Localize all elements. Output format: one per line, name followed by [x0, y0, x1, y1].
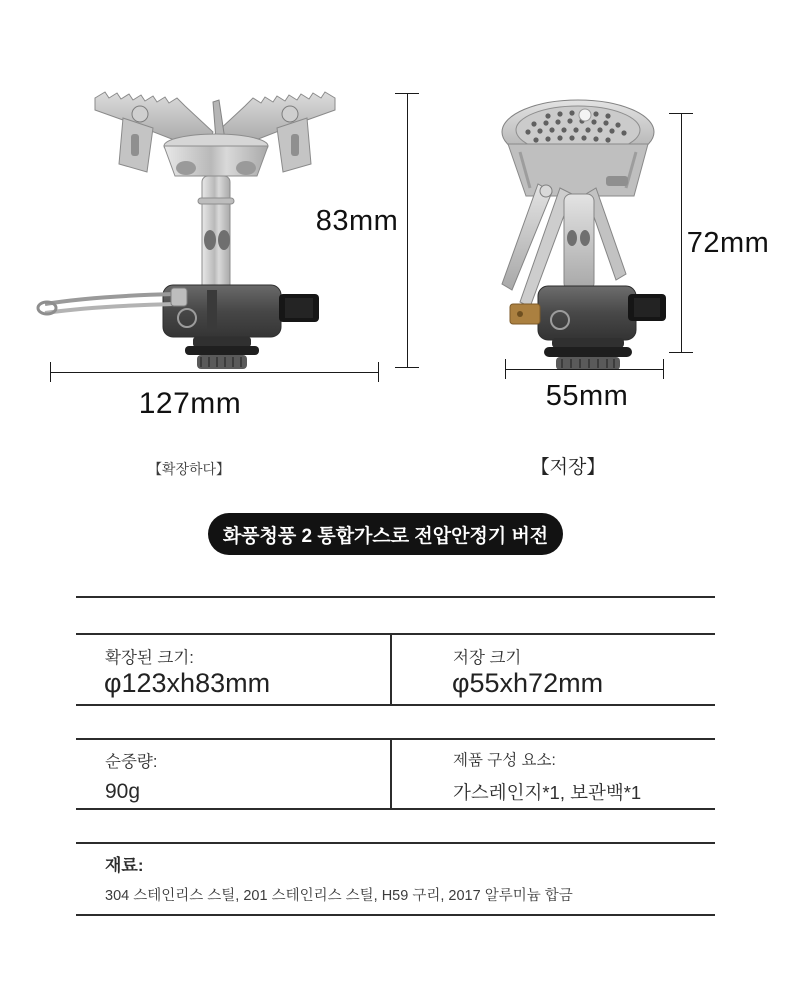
stored-width-dim-cap-right — [663, 359, 664, 379]
expanded-width-dim-line — [50, 372, 378, 373]
stored-width-dim-line — [505, 369, 663, 370]
expanded-size-label: 확장된 크기: — [105, 649, 194, 667]
stored-height-dim-cap-bottom — [669, 352, 693, 353]
expanded-height-dim-line — [407, 93, 408, 367]
table-rule-row2-top — [76, 738, 715, 740]
stored-size-value: φ55xh72mm — [452, 668, 604, 698]
table-rule-row1-top — [76, 633, 715, 635]
stored-stove-image — [468, 88, 688, 376]
expanded-width-dim-cap-right — [378, 362, 379, 382]
components-label: 제품 구성 요소: — [453, 752, 556, 769]
table-rule-row2-bottom — [76, 808, 715, 810]
materials-value: 304 스테인리스 스틸, 201 스테인리스 스틸, H59 구리, 2017 알루미늄 합금 — [105, 888, 573, 904]
table-divider-row2 — [390, 738, 392, 808]
title-badge — [208, 513, 563, 555]
stored-size-label: 저장 크기 — [453, 649, 522, 667]
table-rule-top — [76, 596, 715, 598]
expanded-caption: 【확장하다】 — [147, 461, 231, 477]
stored-width-dim-cap-left — [505, 359, 506, 379]
stored-width-label: 55mm — [545, 380, 629, 412]
table-divider-row1 — [390, 633, 392, 704]
stored-caption: 【저장】 — [530, 457, 606, 478]
net-weight-value: 90g — [105, 780, 141, 803]
expanded-size-value: φ123xh83mm — [104, 668, 271, 698]
net-weight-label: 순중량: — [105, 753, 158, 771]
table-rule-row1-bottom — [76, 704, 715, 706]
components-value: 가스레인지*1, 보관백*1 — [453, 782, 642, 803]
expanded-width-label: 127mm — [138, 387, 242, 420]
expanded-height-label: 83mm — [315, 205, 399, 237]
expanded-width-dim-cap-left — [50, 362, 51, 382]
materials-label: 재료: — [105, 856, 144, 875]
expanded-height-dim-cap-top — [395, 93, 419, 94]
stored-height-label: 72mm — [686, 227, 770, 259]
table-rule-materials-top — [76, 842, 715, 844]
title-badge-text: 화풍청풍 2 통합가스로 전압안정기 버전 — [222, 525, 549, 547]
expanded-height-dim-cap-bottom — [395, 367, 419, 368]
table-rule-bottom — [76, 914, 715, 916]
stored-height-dim-cap-top — [669, 113, 693, 114]
